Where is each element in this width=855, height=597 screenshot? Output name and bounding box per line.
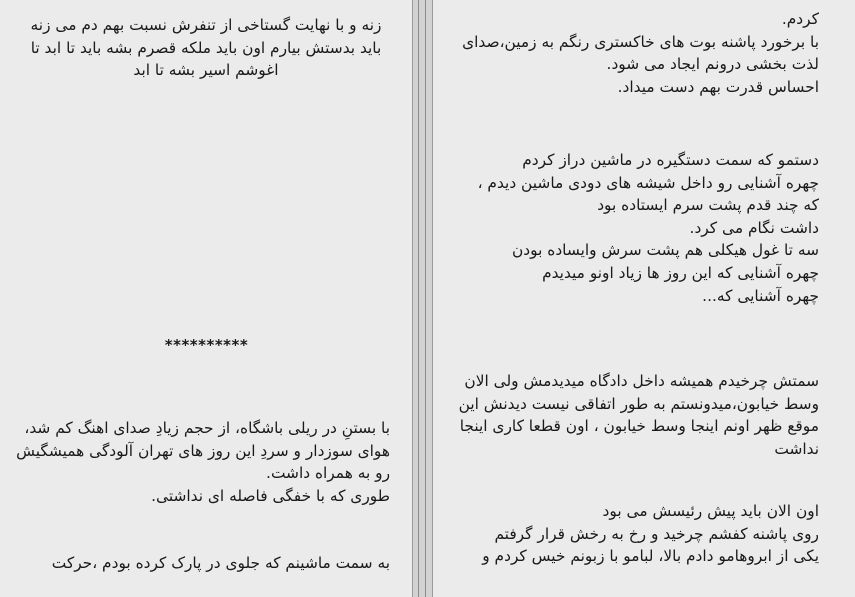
page-gutter: [413, 0, 432, 597]
right-paragraph-3: سمتش چرخیدم همیشه داخل دادگاه میدیدمش ولی الان وسط خیابون،میدونستم به طور اتفاقی نیست دیدنش این موقع ظهر اونم اینجا وسط خیابون ، اون قطعا کاری اینجا نداشت: [458, 372, 819, 458]
left-top-paragraph: زنه و با نهایت گستاخی از تنفرش نسبت بهم دم می زنه باید بدستش بیارم اون باید ملکه قصرم بشه باید تا ابد تا اغوشم اسیر بشه تا ابد: [30, 16, 382, 80]
left-page: [0, 0, 413, 597]
right-paragraph-1: کردم. با برخورد پاشنه بوت های خاکستری رنگم به زمین،صدای لذت بخشی درونم ایجاد می شود. احساس قدرت بهم دست میداد.: [462, 10, 819, 96]
gutter-line-right: [425, 0, 426, 597]
right-page: [432, 0, 855, 597]
gutter-line-left: [418, 0, 419, 597]
section-separator: **********: [164, 336, 249, 354]
right-paragraph-4: اون الان باید پیش رئیسش می بود روی پاشنه کفشم چرخید و رخ به رخش قرار گرفتم یکی از ابروهامو دادم بالا، لبامو با زبونم خیس کردم و: [482, 502, 819, 566]
left-last-line: به سمت ماشینم که جلوی در پارک کرده بودم ،حرکت: [51, 554, 390, 572]
left-bottom-paragraph: با بستنِ در ریلی باشگاه، از حجم زیادِ صدای اهنگ کم شد، هوای سوزدار و سردِ این روز های تهران آلودگی همیشگیش رو به همراه داشت. طوری که با خفگی فاصله ای نداشتی.: [16, 419, 390, 505]
right-paragraph-2: دستمو که سمت دستگیره در ماشین دراز کردم چهره آشنایی رو داخل شیشه های دودی ماشین دیدم ، که چند قدم پشت سرم ایستاده بود داشت نگام می کرد. سه تا غول هیکلی هم پشت سرش وایساده بودن چهره آشنایی که این روز ها زیاد اونو میدیدم چهره آشنایی که...: [477, 151, 819, 305]
